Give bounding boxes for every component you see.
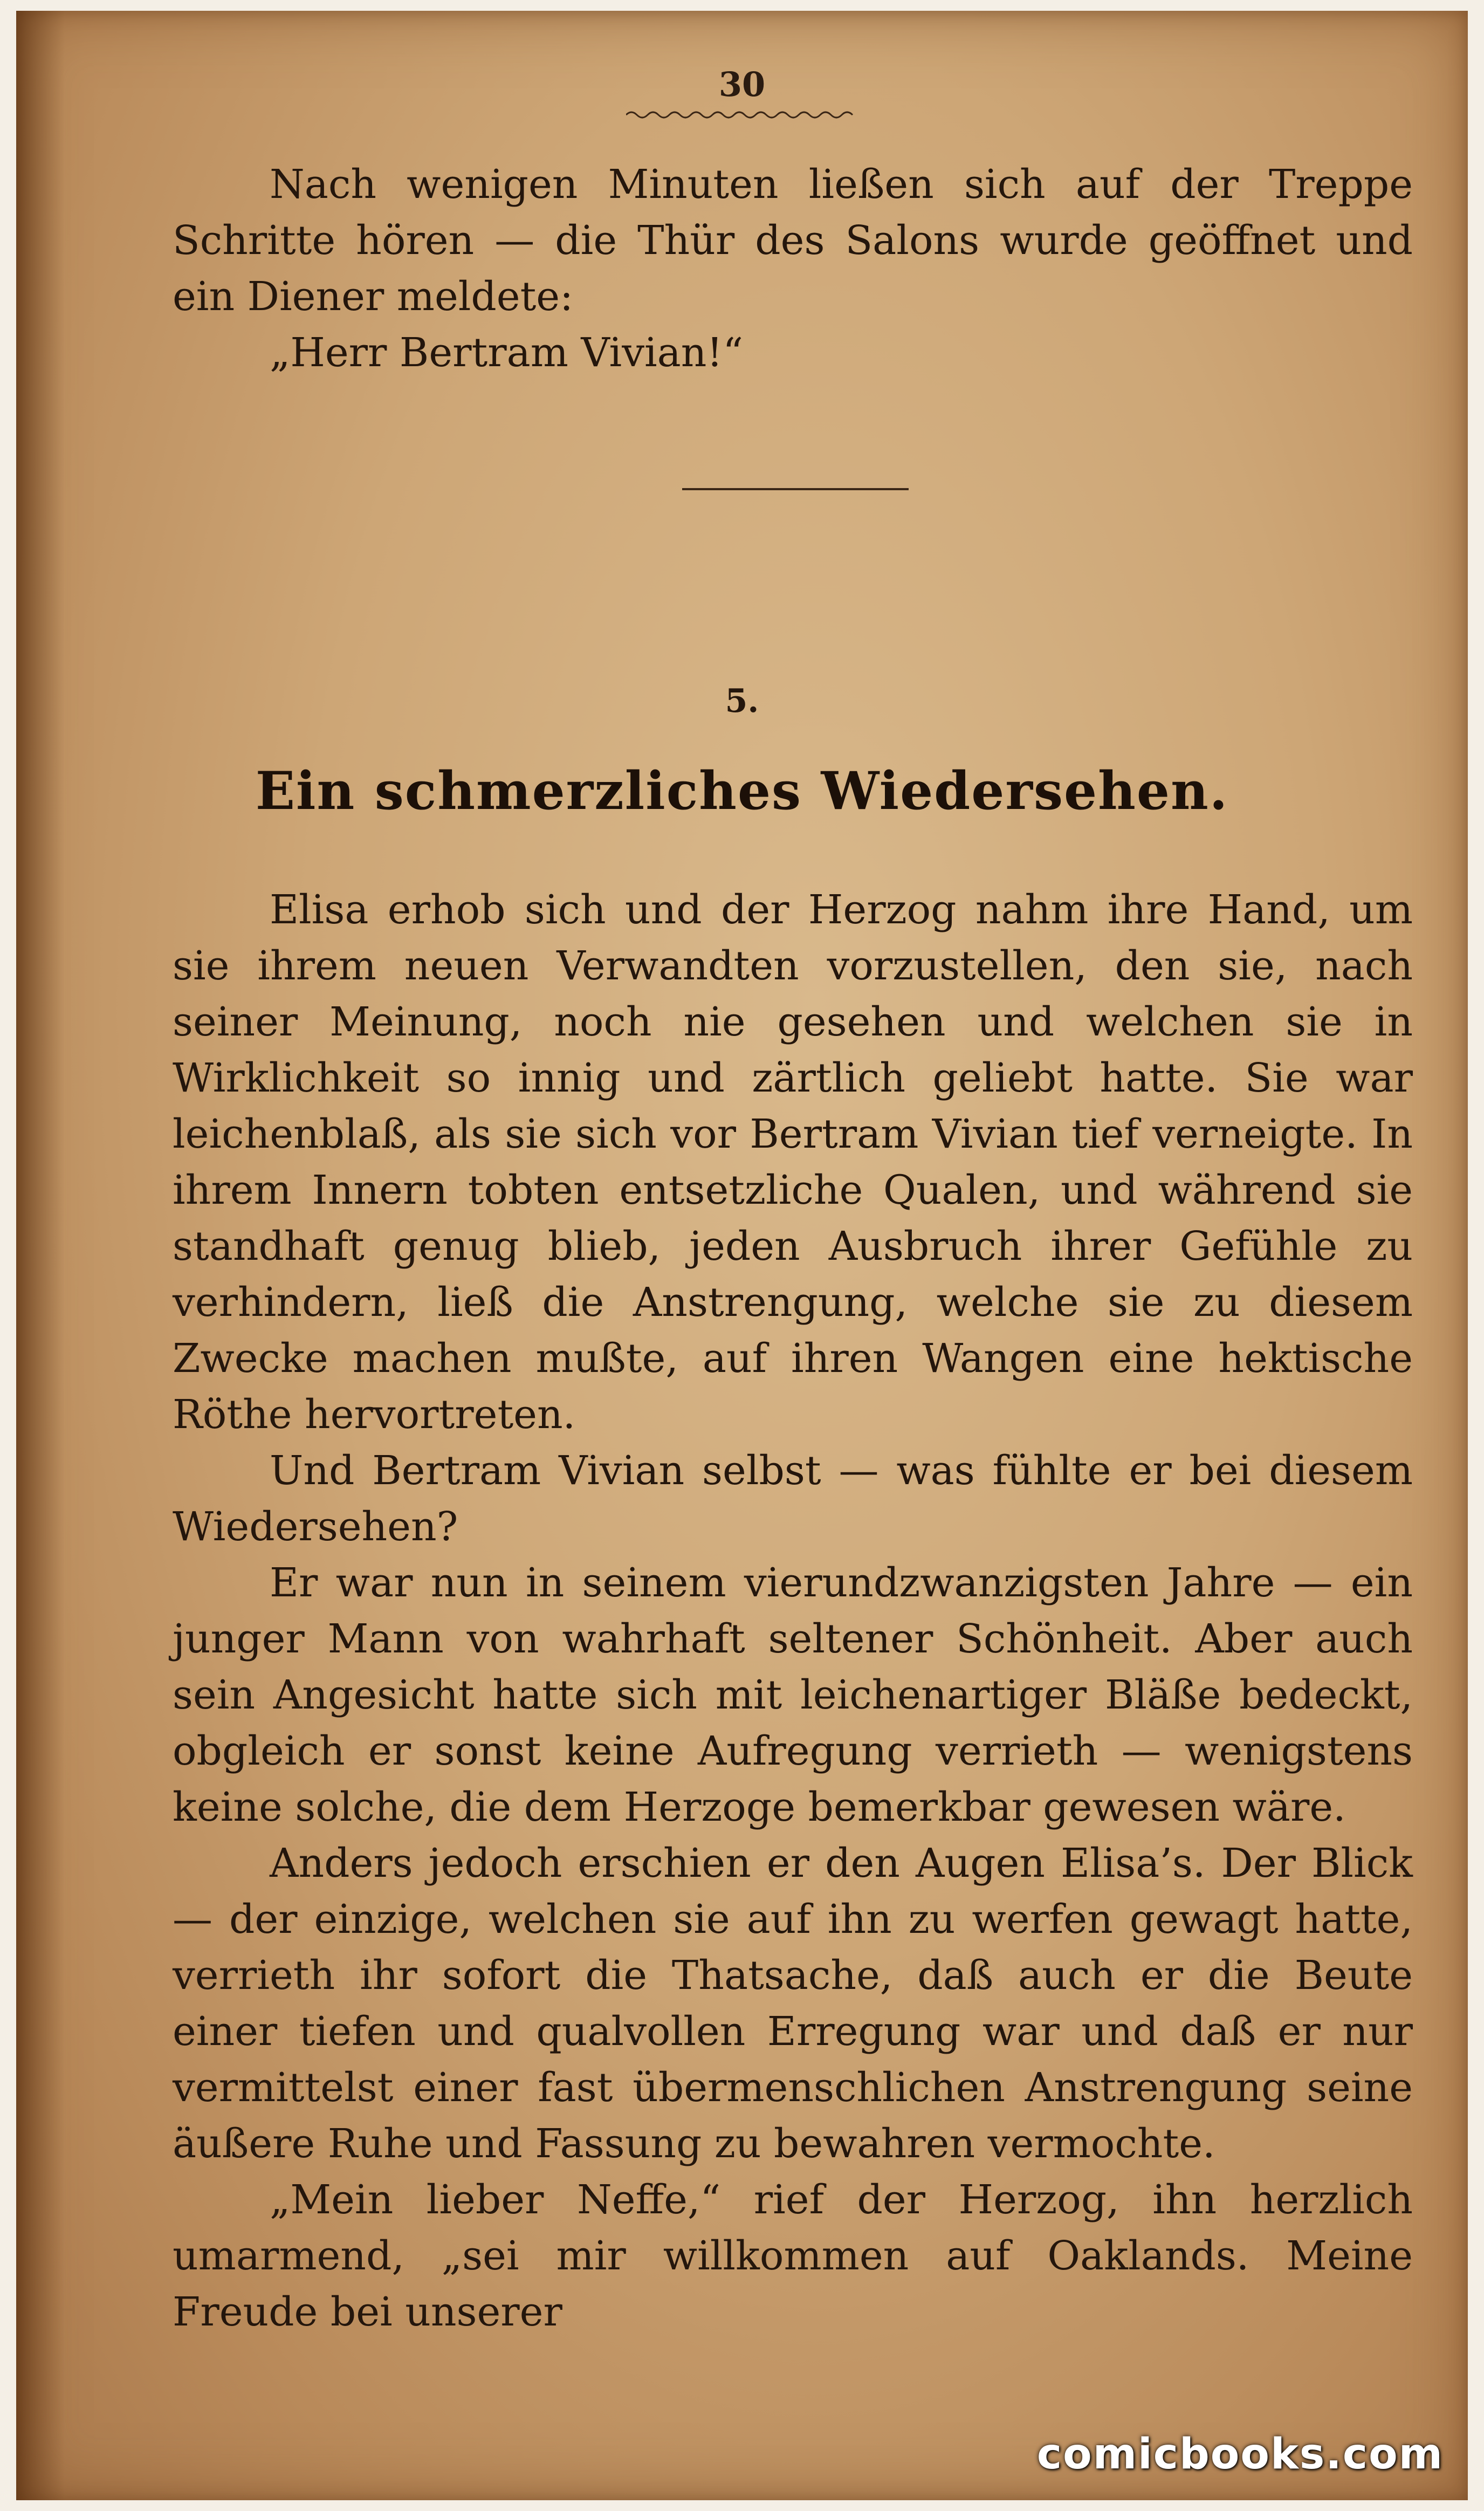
body-paragraph-3: Er war nun in seinem vierundzwanzigsten Jahre — ein junger Mann von wahrhaft seltener Schönheit. Aber auch sein Angesicht hatte sich mit leichenartiger Bläße bedeckt, obgleich er sonst keine Aufregung verrieth — wenigstens keine solche, die dem Herzoge bemerkbar gewesen wäre. xyxy=(173,1560,1413,1830)
wavy-ornament xyxy=(626,107,858,123)
watermark: comicbooks.com xyxy=(1036,2430,1444,2479)
body-paragraph-5: „Mein lieber Neffe,“ rief der Herzog, ihn herzlich umarmend, „sei mir willkommen auf Oaklands. Meine Freude bei unserer xyxy=(173,2177,1413,2335)
binding-shadow xyxy=(16,11,65,2500)
top-section xyxy=(173,156,1413,381)
body-paragraph-2: Und Bertram Vivian selbst — was fühlte er bei diesem Wiedersehen? xyxy=(173,1447,1413,1550)
page-number: 30 xyxy=(718,65,766,104)
top-paragraph-1: Nach wenigen Minuten ließen sich auf der Treppe Schritte hören — die Thür des Salons wurde geöffnet und ein Diener meldete: xyxy=(173,161,1413,320)
section-divider xyxy=(682,488,909,490)
body-paragraph-1: Elisa erhob sich und der Herzog nahm ihre Hand, um sie ihrem neuen Verwandten vorzustellen, den sie, nach seiner Meinung, noch nie gesehen und welchen sie in Wirklichkeit so innig und zärtlich geliebt hatte. Sie war leichenblaß, als sie sich vor Bertram Vivian tief verneigte. In ihrem Innern tobten entsetzliche Qualen, und während sie standhaft genug blieb, jeden Ausbruch ihrer Gefühle zu verhindern, ließ die Anstrengung, welche sie zu diesem Zwecke machen mußte, auf ihren Wangen eine hektische Röthe hervortreten. xyxy=(173,887,1413,1438)
body-paragraph-4: Anders jedoch erschien er den Augen Elisa’s. Der Blick — der einzige, welchen sie auf ihn zu werfen gewagt hatte, verrieth ihr sofort die Thatsache, daß auch er die Beute einer tiefen und qualvollen Erregung war und daß er nur vermittelst einer fast übermenschlichen Anstrengung seine äußere Ruhe und Fassung zu bewahren vermochte. xyxy=(173,1840,1413,2167)
chapter-body xyxy=(173,882,1413,2340)
chapter-title: Ein schmerzliches Wiedersehen. xyxy=(255,760,1229,821)
top-paragraph-2: „Herr Bertram Vivian!“ xyxy=(270,330,744,376)
chapter-number: 5. xyxy=(725,682,759,720)
